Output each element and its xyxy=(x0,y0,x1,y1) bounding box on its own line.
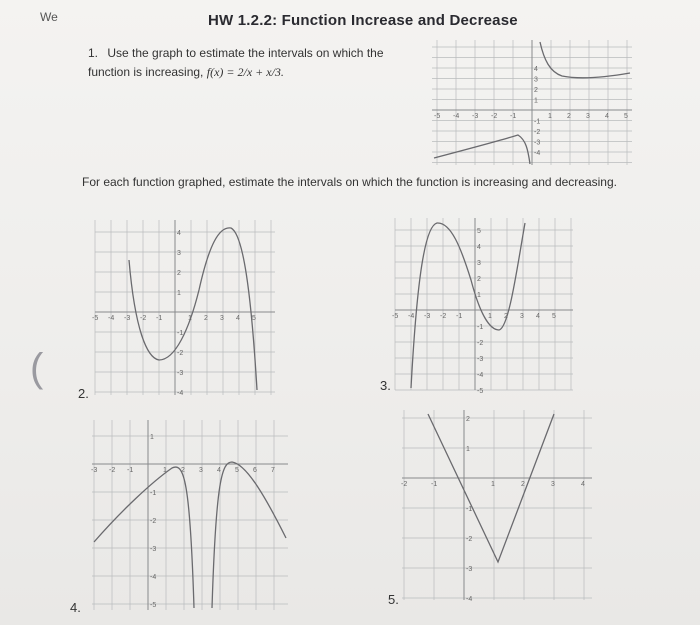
x-tick-label: -1 xyxy=(156,315,163,322)
x-tick-label: 2 xyxy=(521,481,525,488)
x-tick-label: 5 xyxy=(235,467,239,474)
y-tick-label: 2 xyxy=(477,276,481,283)
bracket-mark: ( xyxy=(30,346,44,390)
corner-mark: We xyxy=(40,10,58,24)
graph-4-grid xyxy=(92,420,288,610)
y-tick-label: -3 xyxy=(477,356,484,363)
graph-1-curve-right xyxy=(540,42,630,78)
x-tick-label: -5 xyxy=(434,113,441,120)
y-tick-label: -4 xyxy=(534,150,541,157)
x-tick-label: -3 xyxy=(472,113,479,120)
problem-label-2: 2. xyxy=(78,386,89,401)
y-tick-label: -1 xyxy=(177,330,184,337)
x-tick-label: 3 xyxy=(199,467,203,474)
y-tick-label: 2 xyxy=(534,87,538,94)
x-tick-label: 1 xyxy=(188,315,192,322)
question-1 xyxy=(88,44,428,82)
x-tick-label: 4 xyxy=(605,113,609,120)
y-tick-label: -3 xyxy=(466,566,473,573)
graph-3-grid xyxy=(395,218,573,390)
graph-question-1 xyxy=(432,40,632,165)
y-tick-label: -1 xyxy=(477,324,484,331)
y-tick-label: -4 xyxy=(466,596,473,603)
y-tick-label: 5 xyxy=(477,228,481,235)
graph-problem-5 xyxy=(401,410,592,603)
x-tick-label: 3 xyxy=(520,313,524,320)
x-tick-label: 4 xyxy=(581,481,585,488)
y-tick-label: -1 xyxy=(534,118,541,126)
x-tick-label: -1 xyxy=(456,313,463,320)
x-tick-label: 4 xyxy=(217,467,221,474)
problem-label-5: 5. xyxy=(388,592,399,607)
y-tick-label: 1 xyxy=(534,97,538,105)
x-tick-label: -1 xyxy=(510,113,517,120)
y-tick-label: 4 xyxy=(177,230,181,237)
y-tick-label: 3 xyxy=(534,76,538,84)
y-tick-label: 2 xyxy=(177,270,181,277)
graph-1-curve-left xyxy=(434,135,530,164)
x-tick-label: -4 xyxy=(453,113,460,120)
graph-problem-3 xyxy=(392,218,573,395)
x-tick-label: -1 xyxy=(127,467,134,474)
y-tick-label: -3 xyxy=(534,139,541,147)
y-tick-label: -2 xyxy=(177,350,184,357)
y-tick-label: -2 xyxy=(534,129,541,136)
x-tick-label: 1 xyxy=(548,113,552,120)
x-tick-label: -5 xyxy=(92,315,99,322)
x-tick-label: -4 xyxy=(108,315,115,322)
graph-5-grid xyxy=(402,410,592,600)
x-tick-label: -4 xyxy=(408,313,415,320)
graph-1-labels xyxy=(434,66,628,157)
y-tick-label: 2 xyxy=(466,416,470,423)
graph-5-curve xyxy=(428,414,554,562)
x-tick-label: -2 xyxy=(401,481,408,488)
y-tick-label: -3 xyxy=(150,546,157,553)
x-tick-label: 1 xyxy=(488,313,492,320)
y-tick-label: -4 xyxy=(150,574,157,581)
y-tick-label: -1 xyxy=(466,506,473,513)
y-tick-label: -2 xyxy=(477,340,484,347)
graph-3-curve xyxy=(411,223,525,388)
y-tick-label: -5 xyxy=(477,388,484,395)
x-tick-label: 2 xyxy=(504,313,508,320)
y-tick-label: 3 xyxy=(477,260,481,267)
x-tick-label: 3 xyxy=(586,113,590,120)
y-tick-label: 1 xyxy=(177,290,181,297)
y-tick-label: -5 xyxy=(150,602,157,609)
x-tick-label: 3 xyxy=(551,481,555,488)
x-tick-label: 4 xyxy=(236,315,240,322)
y-tick-label: -4 xyxy=(177,390,184,397)
graph-problem-2 xyxy=(92,220,275,397)
x-tick-label: 7 xyxy=(271,467,275,474)
x-tick-label: -1 xyxy=(431,481,438,488)
y-tick-label: 1 xyxy=(477,292,481,299)
x-tick-label: 3 xyxy=(220,315,224,322)
y-tick-label: 4 xyxy=(534,66,538,73)
graph-5-labels xyxy=(401,416,585,603)
y-tick-label: 1 xyxy=(466,446,470,453)
x-tick-label: -2 xyxy=(440,313,447,320)
y-tick-label: -2 xyxy=(150,518,157,525)
instructions: For each function graphed, estimate the intervals on which the function is increasing and decreasing. xyxy=(82,175,617,189)
y-tick-label: -1 xyxy=(150,490,157,497)
x-tick-label: 1 xyxy=(491,481,495,488)
x-tick-label: 2 xyxy=(567,113,571,120)
graph-2-grid xyxy=(95,220,275,395)
x-tick-label: -2 xyxy=(491,113,498,120)
y-tick-label: 3 xyxy=(177,250,181,257)
y-tick-label: 4 xyxy=(477,244,481,251)
x-tick-label: 5 xyxy=(252,315,256,322)
y-tick-label: -3 xyxy=(177,370,184,377)
x-tick-label: -5 xyxy=(392,313,399,320)
y-tick-label: 1 xyxy=(150,434,154,441)
x-tick-label: 2 xyxy=(204,315,208,322)
graph-4-curve-left xyxy=(94,467,194,608)
question-1-text: Use the graph to estimate the intervals on which the function is increasing, xyxy=(88,46,384,79)
question-1-number: 1. xyxy=(88,46,99,60)
problem-label-3: 3. xyxy=(380,378,391,393)
graph-4-labels xyxy=(91,434,275,609)
x-tick-label: -2 xyxy=(140,315,147,322)
graph-4-curve-right xyxy=(212,462,286,608)
x-tick-label: -3 xyxy=(124,315,131,322)
x-tick-label: -2 xyxy=(109,467,116,474)
x-tick-label: -3 xyxy=(91,467,98,474)
x-tick-label: 1 xyxy=(163,467,167,474)
y-tick-label: -2 xyxy=(466,536,473,543)
x-tick-label: 4 xyxy=(536,313,540,320)
x-tick-label: -3 xyxy=(424,313,431,320)
x-tick-label: 5 xyxy=(552,313,556,320)
question-1-formula: f(x) = 2/x + x/3. xyxy=(206,65,284,79)
page-title: HW 1.2.2: Function Increase and Decrease xyxy=(208,12,518,29)
graph-problem-4 xyxy=(92,420,288,610)
problem-label-4: 4. xyxy=(70,600,81,615)
x-tick-label: 2 xyxy=(181,467,185,474)
y-tick-label: -4 xyxy=(477,372,484,379)
x-tick-label: 6 xyxy=(253,467,257,474)
x-tick-label: 5 xyxy=(624,113,628,120)
